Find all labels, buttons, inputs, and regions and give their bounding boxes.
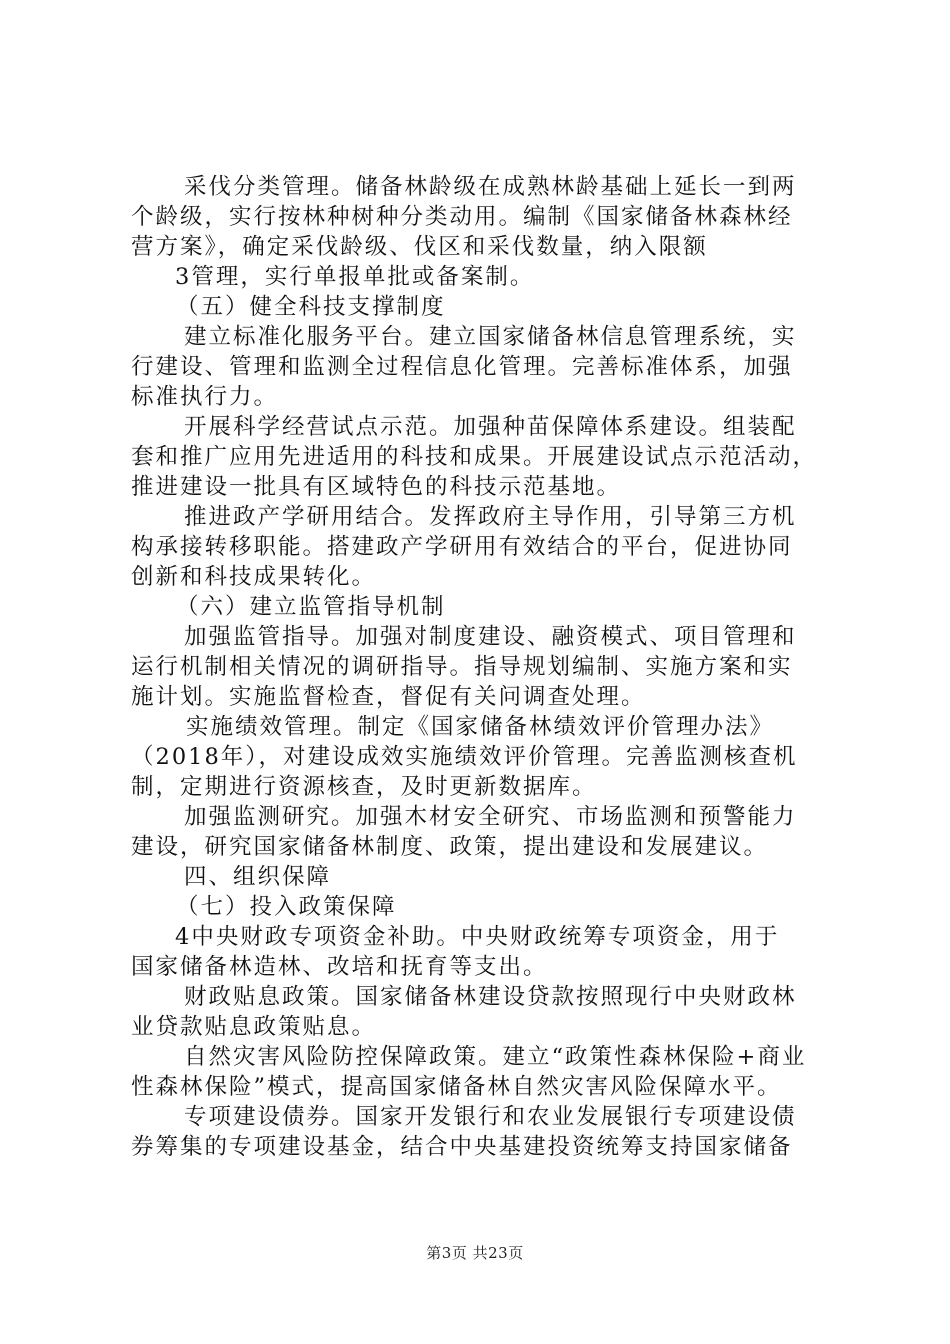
- paragraph-line: 个龄级，实行按林种树种分类动用。编制《国家储备林森林经: [131, 204, 793, 230]
- paragraph-line: 实施绩效管理。制定《国家储备林绩效评价管理办法》: [186, 714, 775, 740]
- paragraph-line: 性森林保险”模式，提高国家储备林自然灾害风险保障水平。: [131, 1074, 782, 1100]
- document-body: [131, 172, 831, 1162]
- paragraph-line: 运行机制相关情况的调研指导。指导规划编制、实施方案和实: [131, 654, 793, 680]
- paragraph-line: 自然灾害风险防控保障政策。建立“政策性森林保险+商业: [184, 1044, 807, 1070]
- paragraph-line: 财政贴息政策。国家储备林建设贷款按照现行中央财政林: [184, 984, 797, 1010]
- paragraph-line: 构承接转移职能。搭建政产学研用有效结合的平台，促进协同: [131, 534, 793, 560]
- paragraph-line: 4中央财政专项资金补助。中央财政统筹专项资金，用于: [175, 924, 780, 950]
- paragraph-line: 加强监管指导。加强对制度建设、融资模式、项目管理和: [184, 624, 797, 650]
- section-heading: （五）健全科技支撑制度: [176, 294, 446, 320]
- paragraph-line: 专项建设债券。国家开发银行和农业发展银行专项建设债: [184, 1104, 797, 1130]
- paragraph-line: 建立标准化服务平台。建立国家储备林信息管理系统，实: [184, 324, 797, 350]
- paragraph-line: 3管理，实行单报单批或备案制。: [175, 264, 535, 290]
- section-heading: （六）建立监管指导机制: [176, 594, 446, 620]
- paragraph-line: 业贷款贴息政策贴息。: [131, 1014, 377, 1040]
- section-heading: 四、组织保障: [184, 864, 332, 890]
- paragraph-line: 推进建设一批具有区域特色的科技示范基地。: [131, 474, 622, 500]
- paragraph-line: 制，定期进行资源核查，及时更新数据库。: [131, 774, 597, 800]
- paragraph-line: 国家储备林造林、改培和抚育等支出。: [131, 954, 548, 980]
- paragraph-line: 加强监测研究。加强木材安全研究、市场监测和预警能力: [184, 804, 797, 830]
- paragraph-line: 营方案》，确定采伐龄级、伐区和采伐数量，纳入限额: [131, 234, 708, 260]
- section-heading: （七）投入政策保障: [176, 894, 397, 920]
- paragraph-line: 推进政产学研用结合。发挥政府主导作用，引导第三方机: [184, 504, 797, 530]
- paragraph-line: （2018年），对建设成效实施绩效评价管理。完善监测核查机: [131, 744, 798, 770]
- page-number-footer: 第3页 共23页: [426, 1244, 524, 1262]
- paragraph-line: 采伐分类管理。储备林龄级在成熟林龄基础上延长一到两: [184, 174, 797, 200]
- paragraph-line: 套和推广应用先进适用的科技和成果。开展建设试点示范活动，: [131, 444, 818, 470]
- paragraph-line: 建设，研究国家储备林制度、政策，提出建设和发展建议。: [131, 834, 769, 860]
- paragraph-line: 创新和科技成果转化。: [131, 564, 377, 590]
- paragraph-line: 施计划。实施监督检查，督促有关问调查处理。: [131, 684, 646, 710]
- paragraph-line: 券筹集的专项建设基金，结合中央基建投资统筹支持国家储备: [131, 1134, 793, 1160]
- paragraph-line: 行建设、管理和监测全过程信息化管理。完善标准体系，加强: [131, 354, 793, 380]
- paragraph-line: 开展科学经营试点示范。加强种苗保障体系建设。组装配: [184, 414, 797, 440]
- paragraph-line: 标准执行力。: [131, 384, 279, 410]
